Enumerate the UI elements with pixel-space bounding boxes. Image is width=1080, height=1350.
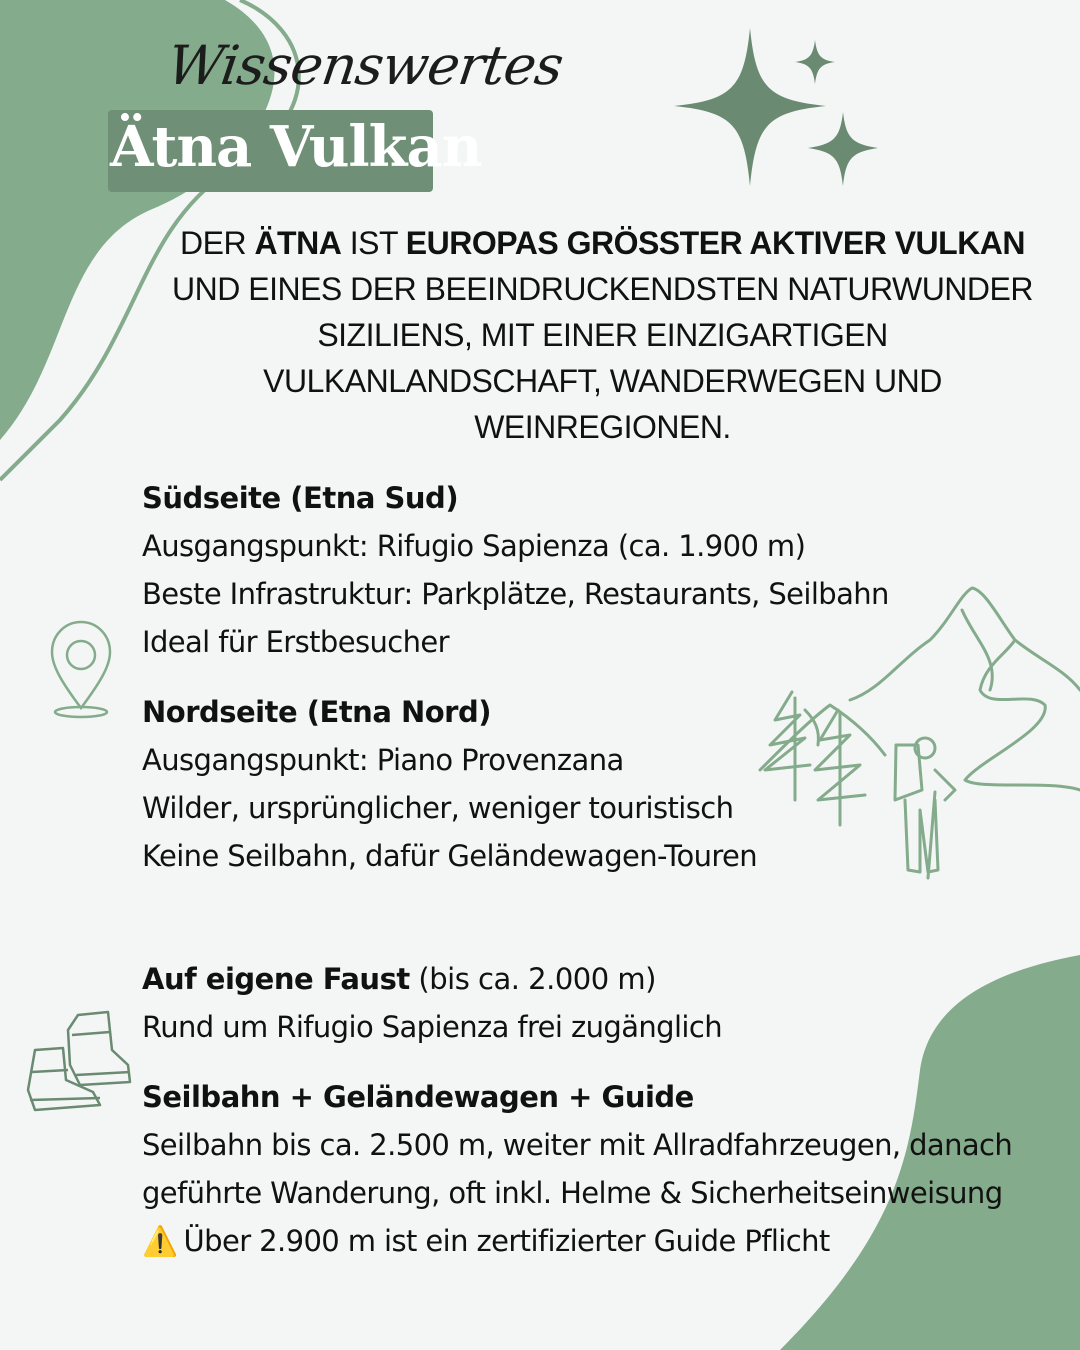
section-self-guided — [142, 955, 722, 1051]
section-line: Ideal für Erstbesucher — [142, 625, 449, 659]
section-heading: Nordseite (Etna Nord) — [142, 695, 491, 729]
section-guided — [142, 1073, 1012, 1265]
script-title: Wissenswertes — [163, 34, 567, 97]
section-heading: Südseite (Etna Sud) — [142, 481, 459, 515]
section-line: Keine Seilbahn, dafür Geländewagen-Touren — [142, 839, 758, 873]
section-line: Beste Infrastruktur: Parkplätze, Restaurants, Seilbahn — [142, 577, 889, 611]
section-line: Ausgangspunkt: Rifugio Sapienza (ca. 1.900 m) — [142, 529, 806, 563]
section-line: Seilbahn bis ca. 2.500 m, weiter mit Allradfahrzeugen, danach — [142, 1128, 1013, 1162]
intro-text: DER ÄTNA IST EUROPAS GRÖSSTER AKTIVER VULKAN UND EINES DER BEEINDRUCKENDSTEN NATURWUNDER SIZILIENS, MIT EINER EINZIGARTIGEN VULKANLANDSCHAFT, WANDERWEGEN UND WEINREGIONEN. — [172, 225, 1033, 445]
section-line: Rund um Rifugio Sapienza frei zugänglich — [142, 1010, 723, 1044]
section-line: Ausgangspunkt: Piano Provenzana — [142, 743, 624, 777]
section-south — [142, 474, 889, 666]
location-pin-icon — [52, 622, 110, 717]
hiking-boots-icon — [28, 1012, 130, 1110]
warning-line: ⚠️ Über 2.900 m ist ein zertifizierter Guide Pflicht — [142, 1224, 830, 1258]
section-north — [142, 688, 757, 880]
section-heading: Seilbahn + Geländewagen + Guide — [142, 1080, 694, 1114]
warning-icon: ⚠️ — [142, 1224, 178, 1258]
section-line: geführte Wanderung, oft inkl. Helme & Sicherheitseinweisung — [142, 1176, 1003, 1210]
section-line: Wilder, ursprünglicher, weniger touristisch — [142, 791, 734, 825]
sparkle-icon — [674, 28, 878, 186]
section-heading: Auf eigene Faust (bis ca. 2.000 m) — [142, 962, 656, 996]
page-title: Ätna Vulkan — [110, 114, 482, 180]
